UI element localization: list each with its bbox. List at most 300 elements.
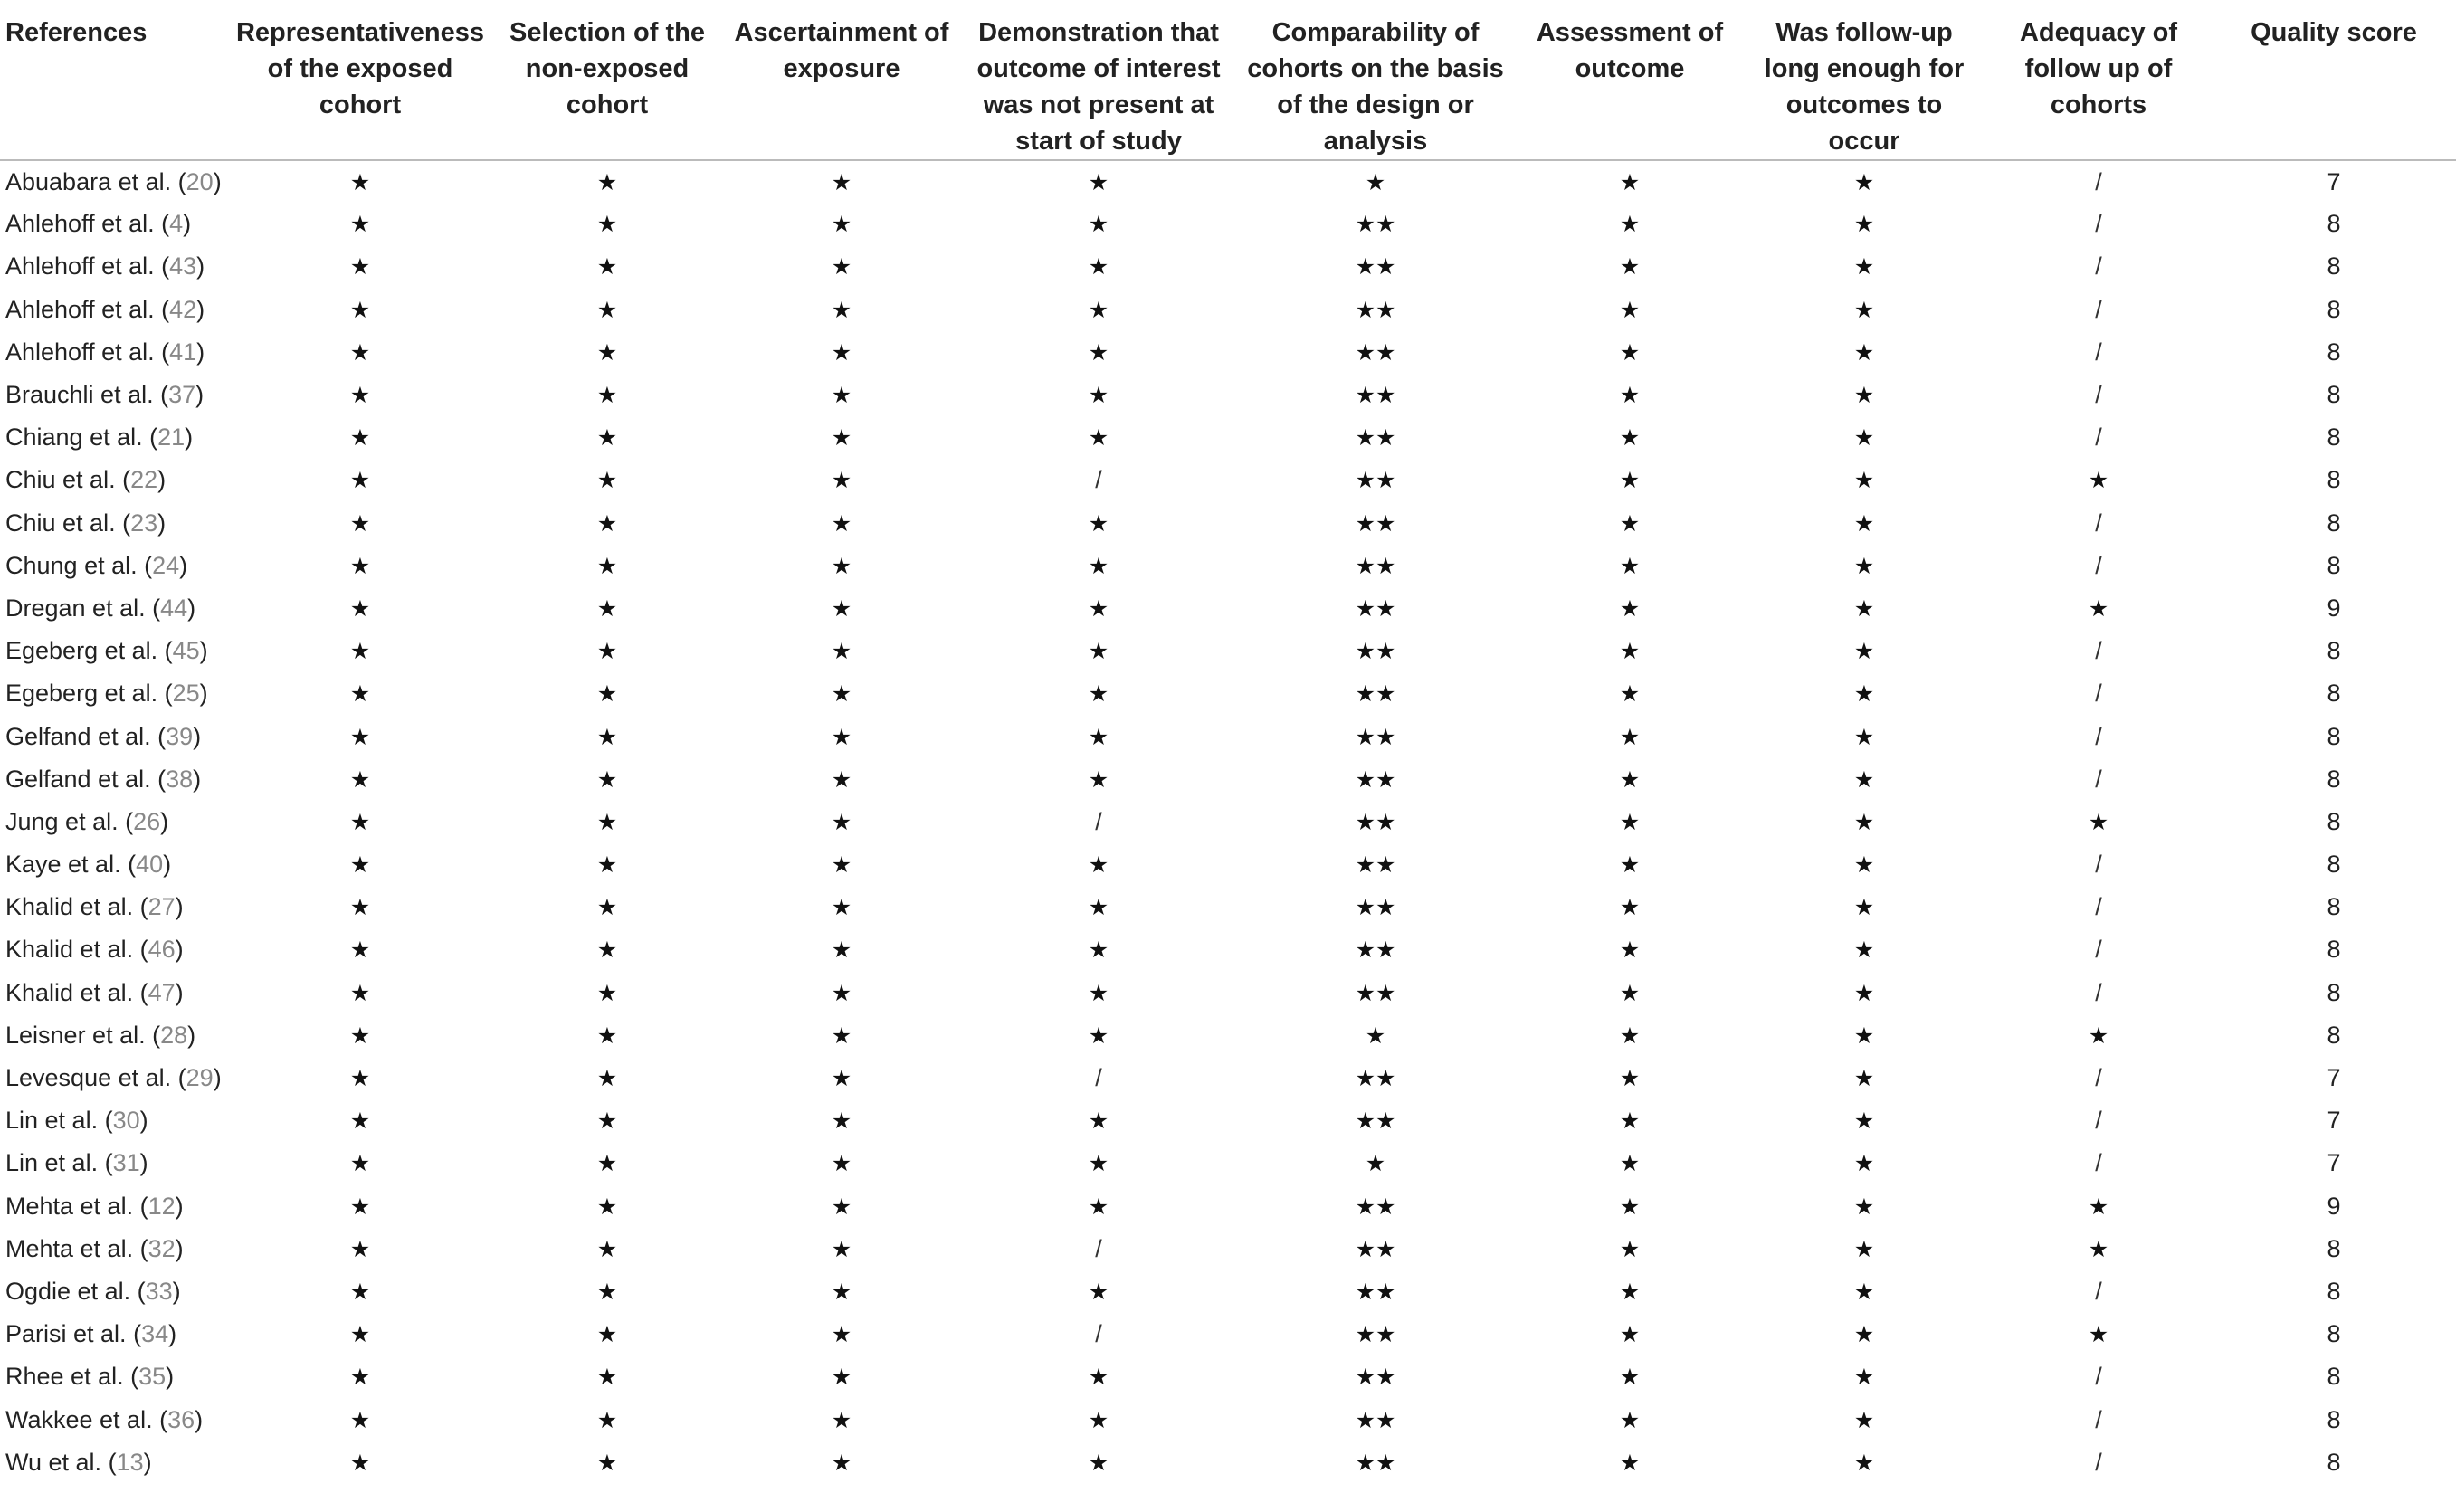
rating-cell [1234, 416, 1517, 459]
star-icon: ★ [1088, 168, 1109, 195]
not-met-mark: / [2095, 722, 2102, 750]
reference-author: Levesque et al. [5, 1064, 172, 1092]
quality-score-cell: 9 [2327, 1192, 2341, 1220]
reference-cell: Chiu et al. (23) [5, 509, 167, 537]
rating-cell [1743, 203, 1985, 245]
star-icon: ★ [1088, 723, 1109, 750]
double-star-icon: ★★ [1355, 1278, 1396, 1305]
star-icon: ★ [349, 467, 371, 494]
star-icon: ★ [349, 1449, 371, 1476]
rating-cell [1517, 545, 1743, 587]
citation-number: 27 [148, 893, 176, 921]
star-icon: ★ [596, 168, 618, 195]
star-icon: ★ [1619, 594, 1641, 622]
rating-cell [494, 203, 720, 245]
rating-cell [1985, 801, 2212, 843]
star-icon: ★ [349, 382, 371, 409]
star-icon: ★ [1088, 552, 1109, 579]
star-icon: ★ [1853, 894, 1875, 921]
not-met-mark: / [2095, 551, 2102, 579]
reference-cell: Leisner et al. (28) [5, 1021, 196, 1049]
double-star-icon: ★★ [1355, 338, 1396, 366]
rating-cell [226, 459, 494, 501]
not-met-mark: / [2095, 1149, 2102, 1177]
rating-cell [720, 972, 963, 1014]
rating-cell [1743, 545, 1985, 587]
rating-cell [1985, 1057, 2212, 1099]
star-icon: ★ [349, 723, 371, 750]
rating-cell [494, 416, 720, 459]
rating-cell [963, 416, 1234, 459]
table-row [0, 331, 2456, 374]
rating-cell [1234, 289, 1517, 331]
rating-cell [963, 1014, 1234, 1057]
rating-cell [1743, 1099, 1985, 1142]
star-icon: ★ [596, 937, 618, 964]
star-icon: ★ [1619, 638, 1641, 665]
rating-cell [720, 1398, 963, 1441]
rating-cell [963, 801, 1234, 843]
star-icon: ★ [1365, 1022, 1386, 1049]
rating-cell [963, 545, 1234, 587]
rating-cell [1517, 331, 1743, 374]
star-icon: ★ [349, 1321, 371, 1348]
rating-cell [720, 502, 963, 545]
star-icon: ★ [2088, 808, 2109, 835]
not-met-mark: / [2095, 167, 2102, 195]
citation-number: 32 [148, 1234, 176, 1262]
rating-cell [1234, 1057, 1517, 1099]
not-met-mark: / [1095, 807, 1102, 835]
star-icon: ★ [596, 1065, 618, 1092]
star-icon: ★ [831, 338, 852, 366]
star-icon: ★ [349, 638, 371, 665]
quality-score-cell: 8 [2327, 509, 2341, 537]
column-header: Adequacy of follow up of cohorts [1985, 0, 2212, 160]
reference-author: Khalid et al. [5, 978, 134, 1006]
star-icon: ★ [1088, 509, 1109, 537]
star-icon: ★ [1619, 424, 1641, 452]
rating-cell [963, 374, 1234, 416]
reference-cell: Khalid et al. (47) [5, 978, 184, 1006]
rating-cell [1517, 160, 1743, 203]
rating-cell [1985, 672, 2212, 715]
rating-cell [226, 203, 494, 245]
quality-score-cell: 8 [2327, 722, 2341, 750]
star-icon: ★ [831, 1193, 852, 1220]
star-icon: ★ [1619, 1364, 1641, 1391]
star-icon: ★ [1853, 382, 1875, 409]
rating-cell [494, 1228, 720, 1270]
star-icon: ★ [831, 424, 852, 452]
rating-cell [720, 545, 963, 587]
reference-cell: Egeberg et al. (45) [5, 637, 208, 665]
reference-author: Egeberg et al. [5, 680, 158, 708]
rating-cell [1985, 715, 2212, 757]
double-star-icon: ★★ [1355, 979, 1396, 1006]
double-star-icon: ★★ [1355, 808, 1396, 835]
star-icon: ★ [349, 1022, 371, 1049]
star-icon: ★ [1088, 851, 1109, 879]
star-icon: ★ [1088, 594, 1109, 622]
star-icon: ★ [831, 1364, 852, 1391]
star-icon: ★ [831, 766, 852, 793]
double-star-icon: ★★ [1355, 937, 1396, 964]
rating-cell [226, 1185, 494, 1228]
reference-author: Abuabara et al. [5, 167, 172, 195]
rating-cell [1234, 203, 1517, 245]
star-icon: ★ [831, 1022, 852, 1049]
rating-cell [963, 886, 1234, 928]
double-star-icon: ★★ [1355, 1321, 1396, 1348]
quality-score-cell: 8 [2327, 680, 2341, 708]
table-row [0, 160, 2456, 203]
quality-score-cell: 8 [2327, 1320, 2341, 1348]
star-icon: ★ [1088, 937, 1109, 964]
rating-cell [1985, 928, 2212, 971]
rating-cell [226, 758, 494, 801]
star-icon: ★ [1619, 723, 1641, 750]
quality-score-cell: 8 [2327, 1405, 2341, 1433]
star-icon: ★ [1619, 168, 1641, 195]
rating-cell [1517, 502, 1743, 545]
rating-cell [1743, 758, 1985, 801]
reference-author: Lin et al. [5, 1107, 99, 1135]
reference-author: Chiang et al. [5, 423, 143, 452]
rating-cell [720, 801, 963, 843]
star-icon: ★ [831, 894, 852, 921]
star-icon: ★ [831, 979, 852, 1006]
rating-cell [494, 801, 720, 843]
star-icon: ★ [831, 1449, 852, 1476]
rating-cell [1985, 1355, 2212, 1398]
rating-cell [720, 374, 963, 416]
table-row [0, 972, 2456, 1014]
rating-cell [720, 1099, 963, 1142]
star-icon: ★ [1853, 467, 1875, 494]
star-icon: ★ [1088, 296, 1109, 323]
star-icon: ★ [1619, 851, 1641, 879]
star-icon: ★ [596, 1406, 618, 1433]
star-icon: ★ [1088, 979, 1109, 1006]
rating-cell [494, 245, 720, 288]
table-row [0, 1313, 2456, 1355]
quality-score-cell: 8 [2327, 1363, 2341, 1391]
double-star-icon: ★★ [1355, 1449, 1396, 1476]
table-row [0, 203, 2456, 245]
citation-number: 41 [169, 338, 197, 366]
rating-cell [963, 587, 1234, 630]
quality-score-cell: 8 [2327, 1448, 2341, 1476]
column-header: Comparability of cohorts on the basis of the design or analysis [1234, 0, 1517, 160]
star-icon: ★ [831, 211, 852, 238]
reference-author: Mehta et al. [5, 1192, 134, 1220]
rating-cell [963, 502, 1234, 545]
rating-cell [1234, 160, 1517, 203]
rating-cell [720, 758, 963, 801]
star-icon: ★ [1619, 894, 1641, 921]
rating-cell [1234, 672, 1517, 715]
rating-cell [1985, 245, 2212, 288]
rating-cell [1234, 459, 1517, 501]
star-icon: ★ [1619, 509, 1641, 537]
star-icon: ★ [349, 894, 371, 921]
star-icon: ★ [596, 338, 618, 366]
rating-cell [963, 972, 1234, 1014]
rating-cell [1234, 843, 1517, 886]
rating-cell [1985, 758, 2212, 801]
star-icon: ★ [1853, 253, 1875, 281]
not-met-mark: / [2095, 252, 2102, 281]
rating-cell [226, 1270, 494, 1313]
rating-cell [1517, 928, 1743, 971]
star-icon: ★ [2088, 467, 2109, 494]
star-icon: ★ [349, 253, 371, 281]
rating-cell [1985, 886, 2212, 928]
star-icon: ★ [596, 594, 618, 622]
star-icon: ★ [831, 1235, 852, 1262]
rating-cell [494, 1355, 720, 1398]
rating-cell [1743, 1270, 1985, 1313]
double-star-icon: ★★ [1355, 1065, 1396, 1092]
star-icon: ★ [596, 1193, 618, 1220]
rating-cell [1517, 758, 1743, 801]
rating-cell [1743, 928, 1985, 971]
star-icon: ★ [1853, 1449, 1875, 1476]
reference-cell: Dregan et al. (44) [5, 594, 196, 622]
reference-author: Ahlehoff et al. [5, 295, 155, 323]
star-icon: ★ [1853, 1235, 1875, 1262]
rating-cell [720, 715, 963, 757]
star-icon: ★ [2088, 594, 2109, 622]
citation-number: 12 [148, 1192, 176, 1220]
citation-number: 28 [160, 1021, 188, 1049]
star-icon: ★ [1088, 338, 1109, 366]
rating-cell [1234, 1142, 1517, 1184]
star-icon: ★ [596, 680, 618, 708]
quality-score-cell: 7 [2327, 1107, 2341, 1135]
rating-cell [1234, 331, 1517, 374]
star-icon: ★ [831, 680, 852, 708]
rating-cell [226, 245, 494, 288]
star-icon: ★ [1619, 1321, 1641, 1348]
star-icon: ★ [596, 979, 618, 1006]
rating-cell [720, 1441, 963, 1484]
reference-cell: Ahlehoff et al. (4) [5, 210, 192, 238]
rating-cell [494, 928, 720, 971]
rating-cell [1743, 843, 1985, 886]
quality-score-cell: 8 [2327, 637, 2341, 665]
rating-cell [963, 715, 1234, 757]
table-row [0, 672, 2456, 715]
rating-cell [1985, 331, 2212, 374]
rating-cell [1985, 459, 2212, 501]
rating-cell [1517, 374, 1743, 416]
star-icon: ★ [1619, 1406, 1641, 1433]
star-icon: ★ [1853, 1022, 1875, 1049]
rating-cell [1743, 331, 1985, 374]
reference-cell: Lin et al. (30) [5, 1107, 148, 1135]
reference-cell: Brauchli et al. (37) [5, 381, 205, 409]
rating-cell [1517, 459, 1743, 501]
quality-score-cell: 8 [2327, 551, 2341, 579]
not-met-mark: / [2095, 893, 2102, 921]
rating-cell [494, 587, 720, 630]
rating-cell [226, 1398, 494, 1441]
quality-score-cell: 8 [2327, 893, 2341, 921]
star-icon: ★ [831, 1321, 852, 1348]
not-met-mark: / [2095, 1363, 2102, 1391]
star-icon: ★ [1853, 766, 1875, 793]
rating-cell [1743, 160, 1985, 203]
rating-cell [494, 843, 720, 886]
citation-number: 42 [169, 295, 197, 323]
reference-cell: Khalid et al. (46) [5, 936, 184, 964]
star-icon: ★ [1088, 766, 1109, 793]
rating-cell [494, 1398, 720, 1441]
star-icon: ★ [831, 723, 852, 750]
not-met-mark: / [2095, 1277, 2102, 1305]
table-row [0, 502, 2456, 545]
rating-cell [1985, 587, 2212, 630]
star-icon: ★ [1088, 424, 1109, 452]
star-icon: ★ [831, 296, 852, 323]
reference-cell: Khalid et al. (27) [5, 893, 184, 921]
not-met-mark: / [2095, 680, 2102, 708]
star-icon: ★ [1853, 1193, 1875, 1220]
rating-cell [963, 331, 1234, 374]
star-icon: ★ [1853, 296, 1875, 323]
rating-cell [226, 1228, 494, 1270]
rating-cell [720, 1142, 963, 1184]
double-star-icon: ★★ [1355, 467, 1396, 494]
rating-cell [1517, 1441, 1743, 1484]
star-icon: ★ [1088, 253, 1109, 281]
reference-author: Ahlehoff et al. [5, 252, 155, 281]
rating-cell [1985, 1142, 2212, 1184]
double-star-icon: ★★ [1355, 253, 1396, 281]
rating-cell [1234, 587, 1517, 630]
star-icon: ★ [349, 168, 371, 195]
star-icon: ★ [349, 808, 371, 835]
citation-number: 43 [169, 252, 197, 281]
rating-cell [963, 1441, 1234, 1484]
star-icon: ★ [1853, 937, 1875, 964]
citation-number: 31 [112, 1149, 140, 1177]
rating-cell [1743, 374, 1985, 416]
star-icon: ★ [831, 382, 852, 409]
star-icon: ★ [1853, 1364, 1875, 1391]
star-icon: ★ [596, 253, 618, 281]
star-icon: ★ [1088, 1108, 1109, 1135]
rating-cell [720, 1014, 963, 1057]
double-star-icon: ★★ [1355, 211, 1396, 238]
rating-cell [1517, 1313, 1743, 1355]
rating-cell [1517, 972, 1743, 1014]
star-icon: ★ [349, 680, 371, 708]
not-met-mark: / [1095, 1320, 1102, 1348]
table-row [0, 928, 2456, 971]
star-icon: ★ [831, 594, 852, 622]
citation-number: 24 [152, 551, 180, 579]
quality-score-cell: 8 [2327, 765, 2341, 793]
rating-cell [494, 1185, 720, 1228]
rating-cell [1743, 502, 1985, 545]
star-icon: ★ [596, 723, 618, 750]
reference-author: Wakkee et al. [5, 1405, 153, 1433]
star-icon: ★ [349, 338, 371, 366]
reference-cell: Egeberg et al. (25) [5, 680, 208, 708]
reference-cell: Gelfand et al. (39) [5, 722, 202, 750]
rating-cell [1517, 630, 1743, 672]
citation-number: 36 [167, 1405, 195, 1433]
rating-cell [963, 1270, 1234, 1313]
star-icon: ★ [1088, 1364, 1109, 1391]
quality-score-cell: 8 [2327, 423, 2341, 452]
citation-number: 35 [138, 1363, 167, 1391]
star-icon: ★ [349, 1193, 371, 1220]
rating-cell [1517, 245, 1743, 288]
citation-number: 22 [130, 466, 158, 494]
star-icon: ★ [1088, 211, 1109, 238]
star-icon: ★ [1853, 723, 1875, 750]
not-met-mark: / [1095, 1234, 1102, 1262]
not-met-mark: / [2095, 338, 2102, 366]
star-icon: ★ [349, 211, 371, 238]
star-icon: ★ [831, 638, 852, 665]
reference-cell: Mehta et al. (32) [5, 1234, 184, 1262]
star-icon: ★ [1853, 1278, 1875, 1305]
rating-cell [963, 459, 1234, 501]
rating-cell [226, 715, 494, 757]
star-icon: ★ [1619, 382, 1641, 409]
double-star-icon: ★★ [1355, 1364, 1396, 1391]
star-icon: ★ [596, 808, 618, 835]
rating-cell [494, 1014, 720, 1057]
rating-cell [494, 715, 720, 757]
double-star-icon: ★★ [1355, 382, 1396, 409]
star-icon: ★ [1619, 680, 1641, 708]
star-icon: ★ [349, 937, 371, 964]
double-star-icon: ★★ [1355, 1108, 1396, 1135]
rating-cell [226, 630, 494, 672]
rating-cell [1517, 1057, 1743, 1099]
table-row [0, 1228, 2456, 1270]
not-met-mark: / [2095, 210, 2102, 238]
rating-cell [1234, 1270, 1517, 1313]
star-icon: ★ [831, 552, 852, 579]
rating-cell [1234, 758, 1517, 801]
rating-cell [1517, 1270, 1743, 1313]
rating-cell [720, 886, 963, 928]
star-icon: ★ [349, 979, 371, 1006]
star-icon: ★ [596, 211, 618, 238]
star-icon: ★ [1619, 1193, 1641, 1220]
star-icon: ★ [596, 1108, 618, 1135]
star-icon: ★ [1853, 552, 1875, 579]
star-icon: ★ [1619, 1150, 1641, 1177]
star-icon: ★ [596, 382, 618, 409]
star-icon: ★ [349, 1364, 371, 1391]
star-icon: ★ [1088, 1449, 1109, 1476]
rating-cell [494, 1441, 720, 1484]
rating-cell [1743, 1228, 1985, 1270]
reference-cell: Gelfand et al. (38) [5, 765, 202, 793]
rating-cell [494, 1313, 720, 1355]
star-icon: ★ [596, 296, 618, 323]
star-icon: ★ [1619, 211, 1641, 238]
rating-cell [226, 374, 494, 416]
